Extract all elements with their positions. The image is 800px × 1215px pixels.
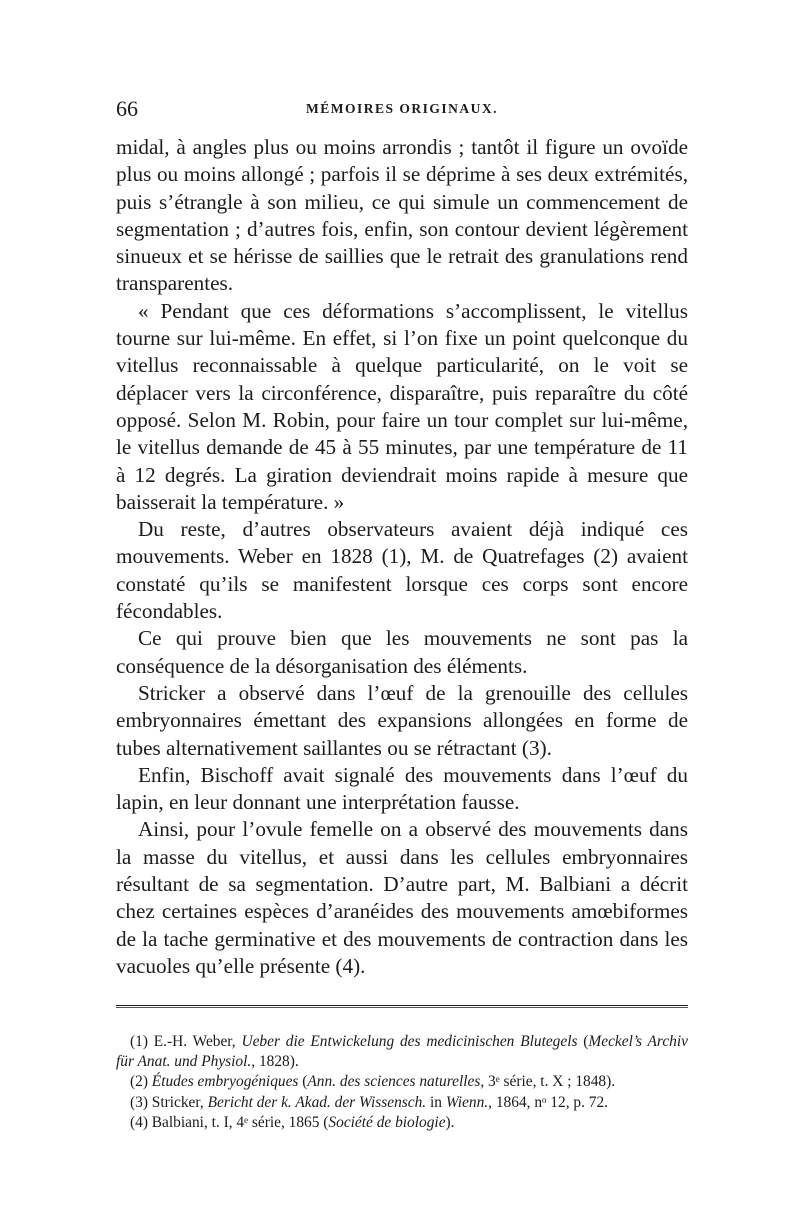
footnote-text: , 1828).	[251, 1053, 299, 1071]
footnote-title: Études embryogéniques	[151, 1073, 299, 1091]
footnote-title: Ueber die Entwickelung des medicinischen Blutegels	[241, 1033, 578, 1050]
paragraph: Ce qui prouve bien que les mouvements ne sont pas la conséquence de la désorganisation des éléments.	[116, 626, 688, 678]
footnote-text: (3) Stricker,	[130, 1093, 208, 1111]
paragraph: Du reste, d’autres observateurs avaient déjà indiqué ces mouvements. Weber en 1828 (1), M. de Quatrefages (2) avaient constaté qu’ils se manifestent lorsque ces corps sont encore fécondables.	[116, 517, 688, 624]
footnote-divider	[116, 1005, 688, 1008]
footnote-4	[116, 1113, 688, 1133]
running-title: MÉMOIRES ORIGINAUX.	[305, 101, 498, 116]
paragraph-continued: midal, à angles plus ou moins arrondis ; tantôt il figure un ovoïde plus ou moins allongé ; parfois il se déprime à ses deux extrémités, puis s’étrangle à son milieu, ce qui simule un commencement de segmentation ; d’autres fois, enfin, son contour devient légèrement sinueux et se hérisse de saillies que le retrait des granulations rend transparentes.	[116, 135, 688, 296]
footnote-journal: Wienn.	[445, 1093, 489, 1111]
footnote-2	[116, 1072, 688, 1092]
footnote-text: , 1864, nᵒ 12, p. 72.	[488, 1093, 609, 1111]
footnote-1	[116, 1032, 688, 1072]
footnote-text: (1) E.-H. Weber,	[130, 1033, 242, 1050]
footnote-text: (	[298, 1073, 308, 1091]
footnote-text: , 3ᵉ série, t. X ; 1848).	[480, 1073, 616, 1091]
footnote-journal: Meckel’s Archiv für Anat. und Physiol.	[116, 1033, 688, 1071]
footnote-text: (	[577, 1033, 589, 1050]
footnote-text: (4) Balbiani, t. I, 4ᵉ série, 1865 (	[130, 1113, 329, 1131]
footnote-text: in	[426, 1093, 446, 1111]
footnote-journal: Ann. des sciences naturelles	[307, 1073, 481, 1091]
paragraph: Stricker a observé dans l’œuf de la grenouille des cellules embryonnaires émettant des expansions allongées en forme de tubes alternativement saillantes ou se rétractant (3).	[116, 680, 688, 760]
footnote-text: ).	[445, 1113, 455, 1131]
footnotes	[116, 1032, 688, 1133]
page-number: 66	[116, 96, 138, 121]
footnote-text: (2)	[130, 1073, 152, 1091]
body-text	[116, 134, 688, 980]
footnote-title: Bericht der k. Akad. der Wissensch.	[207, 1093, 427, 1111]
footnote-journal: Société de biologie	[328, 1113, 446, 1131]
footnote-3	[116, 1093, 688, 1113]
paragraph-quote: « Pendant que ces déformations s’accomplissent, le vitellus tourne sur lui-même. En effet, si l’on fixe un point quelconque du vitellus reconnaissable à quelque particularité, on le voit se déplacer vers la circonférence, disparaître, puis reparaître du côté opposé. Selon M. Robin, pour faire un tour complet sur lui-même, le vitellus demande de 45 à 55 minutes, par une température de 11 à 12 degrés. La giration deviendrait moins rapide à mesure que baisserait la température. »	[116, 298, 688, 514]
page-header	[116, 96, 688, 126]
paragraph: Enfin, Bischoff avait signalé des mouvements dans l’œuf du lapin, en leur donnant une interprétation fausse.	[116, 762, 688, 815]
paragraph: Ainsi, pour l’ovule femelle on a observé des mouvements dans la masse du vitellus, et aussi dans les cellules embryonnaires résultant de sa segmentation. D’autre part, M. Balbiani a décrit chez certaines espèces d’aranéides des mouvements amœbiformes de la tache germinative et des mouvements de contraction dans les vacuoles qu’elle présente (4).	[116, 817, 688, 978]
